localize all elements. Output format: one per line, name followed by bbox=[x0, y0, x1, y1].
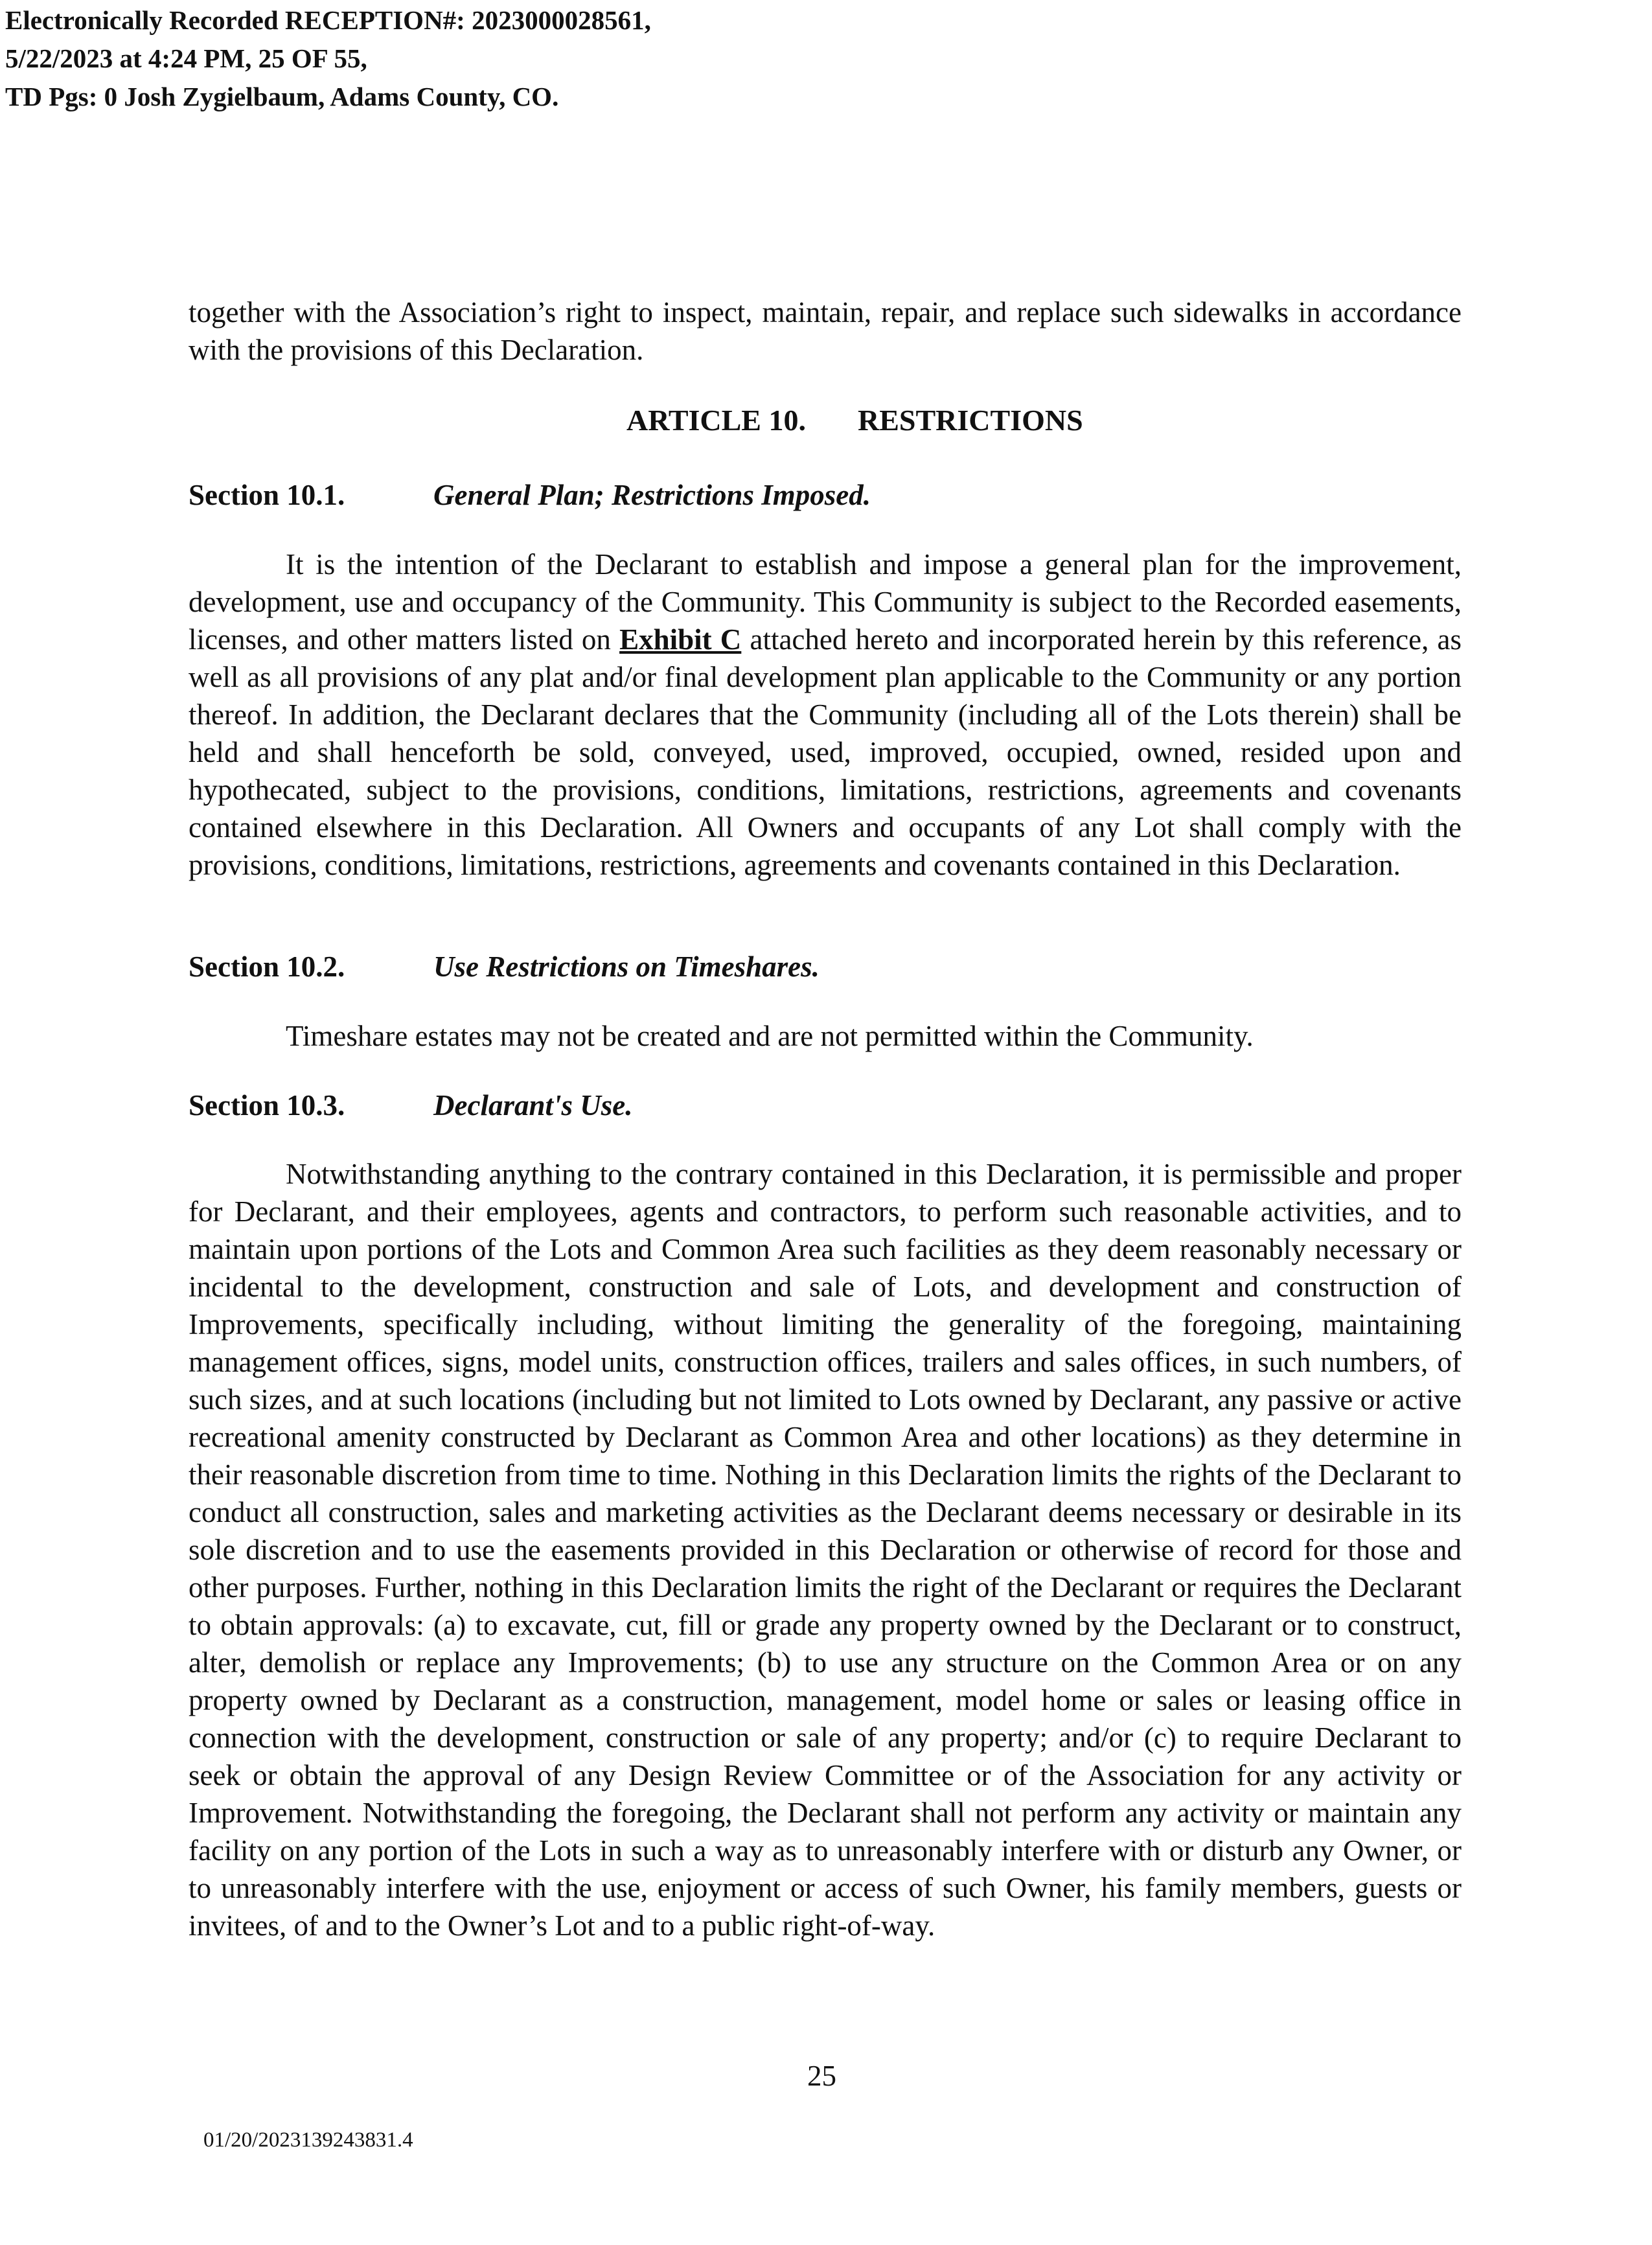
recording-stamp-line-1: Electronically Recorded RECEPTION#: 2023000028561, bbox=[5, 5, 651, 35]
article-title: RESTRICTIONS bbox=[858, 404, 1083, 437]
section-10-2-body: Timeshare estates may not be created and are not permitted within the Community. bbox=[286, 1020, 1254, 1052]
section-10-1-body bbox=[189, 546, 1462, 884]
section-heading-10-3 bbox=[189, 1087, 633, 1124]
section-title: Declarant's Use. bbox=[433, 1089, 633, 1122]
section-number: Section 10.2. bbox=[189, 950, 345, 983]
section-title: Use Restrictions on Timeshares. bbox=[433, 950, 820, 983]
section-heading-10-2 bbox=[189, 948, 820, 985]
section-number: Section 10.1. bbox=[189, 479, 345, 511]
page-number: 25 bbox=[807, 2060, 836, 2092]
recording-stamp-line-2: 5/22/2023 at 4:24 PM, 25 OF 55, bbox=[5, 43, 367, 73]
section-title: General Plan; Restrictions Imposed. bbox=[433, 479, 871, 511]
exhibit-c-reference: Exhibit C bbox=[619, 623, 742, 656]
section-10-1-text-part-1: It is the intention of the Declarant to establish and impose a general plan for the improvement, development, use and occupancy of the Community. This Community is subject to the Recorded easements, licenses, and other matters listed on bbox=[189, 548, 1462, 656]
article-number: ARTICLE 10. bbox=[626, 404, 806, 437]
recording-stamp bbox=[5, 1, 651, 116]
recording-stamp-line-3: TD Pgs: 0 Josh Zygielbaum, Adams County, CO. bbox=[5, 82, 559, 111]
document-id: 01/20/2023139243831.4 bbox=[203, 2128, 413, 2152]
article-heading bbox=[626, 402, 1083, 439]
section-10-1-text-part-2: attached hereto and incorporated herein by this reference, as well as all provisions of any plat and/or final development plan applicable to the Community or any portion thereof. In addition, the Declarant declares that the Community (including all of the Lots therein) shall be held and shall henceforth be sold, conveyed, used, improved, occupied, owned, resided upon and hypothecated, subject to the provisions, conditions, limitations, restrictions, agreements and covenants contained elsewhere in this Declaration. All Owners and occupants of any Lot shall comply with the provisions, conditions, limitations, restrictions, agreements and covenants contained in this Declaration. bbox=[189, 623, 1462, 881]
section-10-3-body: Notwithstanding anything to the contrary contained in this Declaration, it is permissible and proper for Declarant, and their employees, agents and contractors, to perform such reasonable activities, and to maintain upon portions of the Lots and Common Area such facilities as they deem reasonably necessary or incidental to the development, construction and sale of Lots, and development and construction of Improvements, specifically including, without limiting the generality of the foregoing, maintaining management offices, signs, model units, construction offices, trailers and sales offices, in such numbers, of such sizes, and at such locations (including but not limited to Lots owned by Declarant, any passive or active recreational amenity constructed by Declarant as Common Area and other locations) as they determine in their reasonable discretion from time to time. Nothing in this Declaration limits the rights of the Declarant to conduct all construction, sales and marketing activities as the Declarant deems necessary or desirable in its sole discretion and to use the easements provided in this Declaration or otherwise of record for those and other purposes. Further, nothing in this Declaration limits the right of the Declarant or requires the Declarant to obtain approvals: (a) to excavate, cut, fill or grade any property owned by the Declarant or to construct, alter, demolish or replace any Improvements; (b) to use any structure on the Common Area or on any property owned by Declarant as a construction, management, model home or sales or leasing office in connection with the development, construction or sale of any property; and/or (c) to require Declarant to seek or obtain the approval of any Design Review Committee or of the Association for any activity or Improvement. Notwithstanding the foregoing, the Declarant shall not perform any activity or maintain any facility on any portion of the Lots in such a way as to unreasonably interfere with or disturb any Owner, or to unreasonably interfere with the use, enjoyment or access of such Owner, his family members, guests or invitees, of and to the Owner’s Lot and to a public right-of-way. bbox=[189, 1158, 1462, 1942]
intro-paragraph: together with the Association’s right to inspect, maintain, repair, and replace such sidewalks in accordance with the provisions of this Declaration. bbox=[189, 296, 1462, 366]
section-heading-10-1 bbox=[189, 476, 871, 514]
section-number: Section 10.3. bbox=[189, 1089, 345, 1122]
